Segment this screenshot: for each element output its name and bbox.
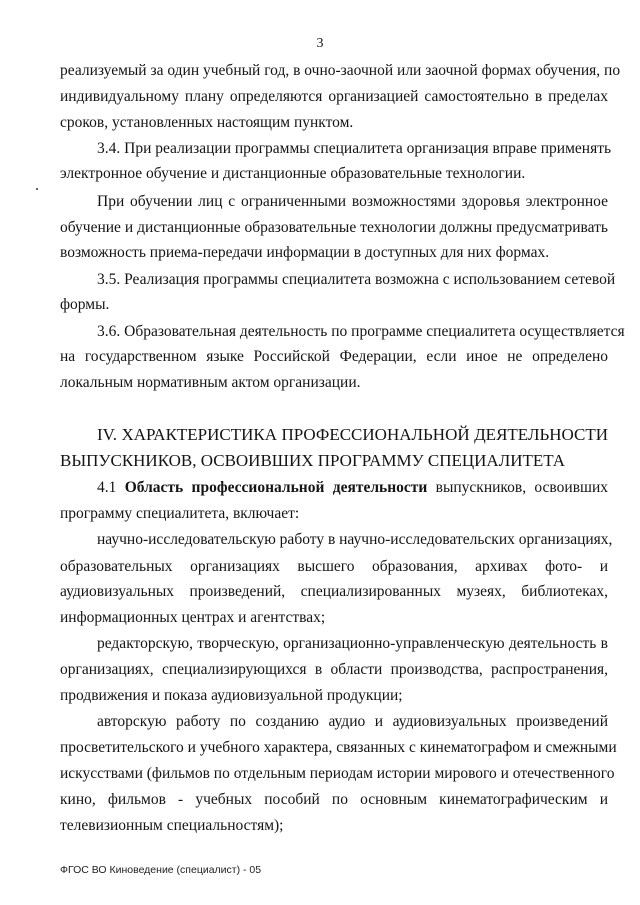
text-line: 3.4. При реализации программы специалитета организация вправе применять [97, 140, 612, 157]
text-line: на государственном языке Российской Федерации, если иное не определено [60, 348, 608, 365]
text-line: организациях, специализирующихся в области производства, распространения, [60, 661, 608, 678]
text-line: телевизионным специальностям); [60, 817, 284, 834]
text-line: информационных центрах и агентствах; [60, 609, 326, 626]
page-number: 3 [316, 36, 324, 51]
subsection-text: выпускников, освоивших [427, 479, 608, 496]
text-line: 3.6. Образовательная деятельность по программе специалитета осуществляется [97, 323, 625, 340]
text-line: научно-исследовательскую работу в научно-исследовательских организациях, [97, 531, 613, 548]
text-line: локальным нормативным актом организации. [60, 374, 361, 391]
subsection-number: 4.1 [97, 479, 125, 496]
text-line: обучение и дистанционные образовательные технологии должны предусматривать [60, 219, 608, 236]
text-line: образовательных организациях высшего образования, архивах фото- и [60, 558, 608, 575]
text-line: аудиовизуальных произведений, специализированных музеях, библиотеках, [60, 583, 608, 600]
text-line: электронное обучение и дистанционные образовательные технологии. [60, 165, 526, 182]
text-line: авторскую работу по созданию аудио и аудиовизуальных произведений [97, 713, 608, 730]
text-line: индивидуальному плану определяются организацией самостоятельно в пределах [60, 88, 608, 105]
subsection-title: Область профессиональной деятельности [124, 479, 428, 496]
text-line: возможность приема-передачи информации в доступных для них формах. [60, 244, 550, 261]
text-line: искусствами (фильмов по отдельным периодам истории мирового и отечественного [60, 765, 615, 782]
text-line: редакторскую, творческую, организационно-управленческую деятельность в [97, 635, 608, 652]
text-line: программу специалитета, включает: [60, 505, 300, 522]
section-heading: ВЫПУСКНИКОВ, ОСВОИВШИХ ПРОГРАММУ СПЕЦИАЛИТЕТА [60, 451, 566, 470]
text-line: При обучении лиц с ограниченными возможностями здоровья электронное [97, 193, 608, 210]
text-line: 3.5. Реализация программы специалитета возможна с использованием сетевой [97, 271, 616, 288]
text-line: кино, фильмов - учебных пособий по основным кинематографическим и [60, 791, 608, 808]
text-line: просветительского и учебного характера, связанных с кинематографом и смежными [60, 739, 617, 756]
text-line: продвижения и показа аудиовизуальной продукции; [60, 687, 403, 704]
document-footer: ФГОС ВО Киноведение (специалист) - 05 [60, 864, 262, 876]
text-line: формы. [60, 296, 110, 313]
scan-artifact [36, 188, 38, 190]
text-line: сроков, установленных настоящим пунктом. [60, 114, 354, 131]
section-heading: IV. ХАРАКТЕРИСТИКА ПРОФЕССИОНАЛЬНОЙ ДЕЯТЕЛЬНОСТИ [97, 425, 608, 444]
text-line: реализуемый за один учебный год, в очно-заочной или заочной формах обучения, по [60, 62, 621, 79]
subsection-4-1 [97, 478, 608, 498]
